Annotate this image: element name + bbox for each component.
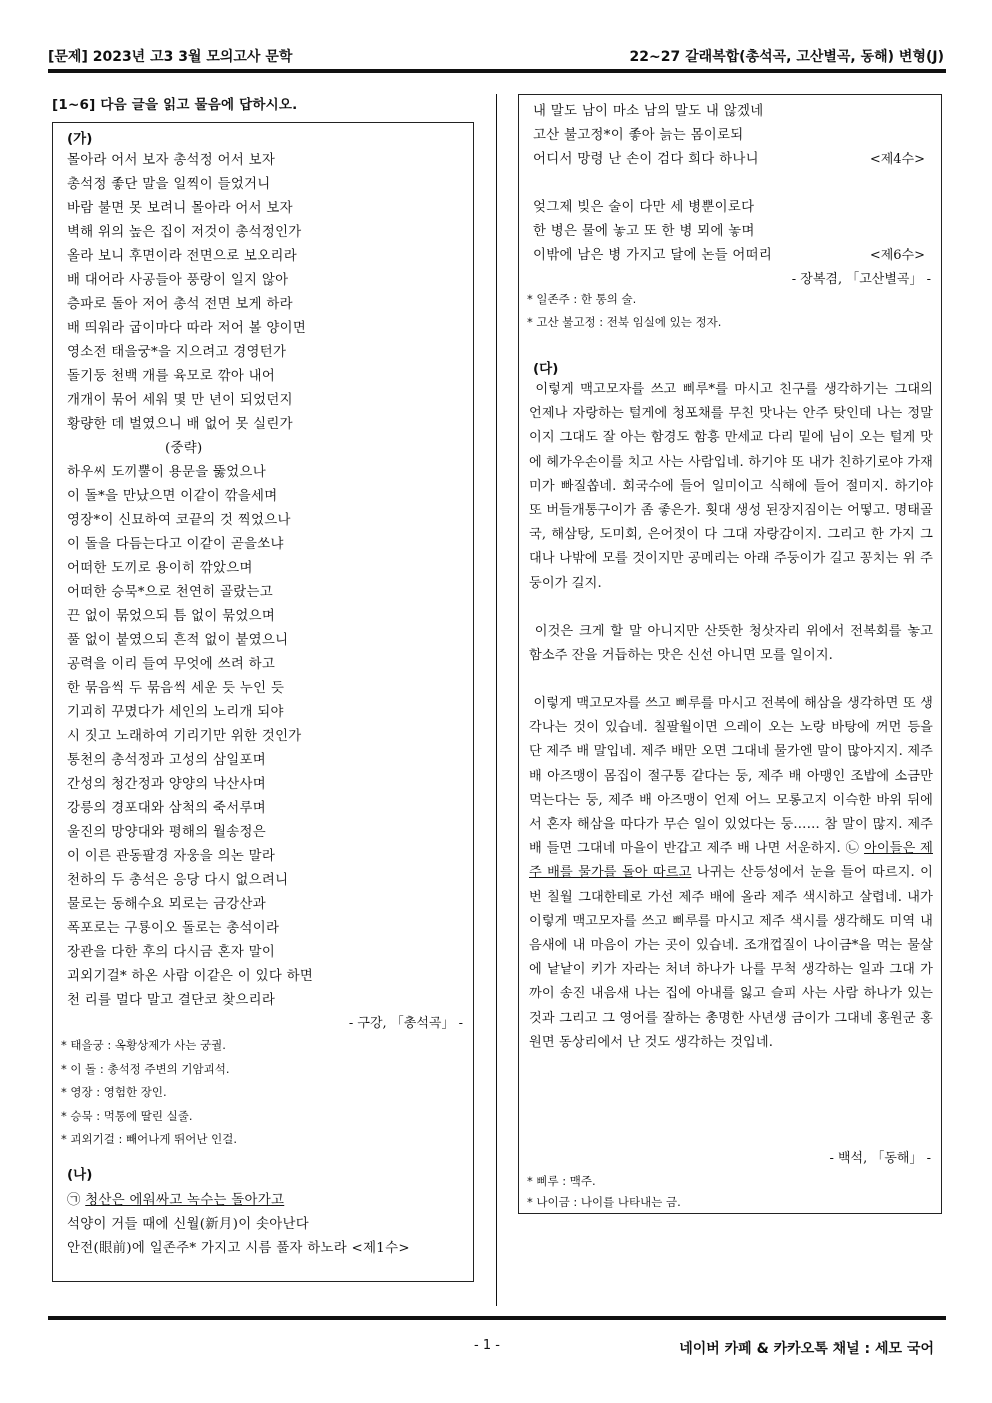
da-paragraph-2 (529, 620, 933, 668)
ga-poem-line: 천하의 두 총석은 응당 다시 없으려니 (67, 873, 289, 888)
ga-poem-line: 어떠한 도끼로 용이히 깎았으며 (67, 561, 253, 576)
ga-source: - 구강, 「총석곡」 - (348, 1016, 463, 1031)
column-divider (496, 94, 497, 1306)
na-note: * 일존주 : 한 통의 술. (527, 292, 637, 306)
na-underlined-text: 청산은 에워싸고 녹수는 돌아가고 (85, 1193, 285, 1208)
ga-poem-line: 한 묶음씩 두 묶음씩 세운 듯 누인 듯 (67, 681, 285, 696)
da-paragraph-1 (529, 378, 933, 596)
ga-note: * 승묵 : 먹통에 딸린 실줄. (61, 1108, 193, 1123)
mark-a: ㉠ (67, 1193, 81, 1208)
section-ga-label: (가) (67, 131, 93, 147)
ga-poem-line: 통천의 총석정과 고성의 삼일포며 (67, 753, 266, 768)
ga-poem-line: 이 돌*을 만났으면 이같이 깎을세며 (67, 489, 278, 504)
na-stanza-number-6: <제6수> (869, 248, 925, 263)
da-paragraph-3-text-b: 나귀는 산등성에서 눈을 들어 따르지. 이번 칠월 그대한테로 가선 제주 배에 올라 제주 색시하고 살렵네. 내가 이렇게 맥고모자를 쓰고 삐루를 마시고 제주 색시를 생각해도 미역 내음새에 내 마음이 가는 곳이 있습네. 조개껍질이 나이금*을 먹는 물살에 낱낱이 키가 자라는 처녀 하나가 나를 무척 생각하는 일과 그대 가까이 송진 내음새 나는 집에 아내를 잃고 슬피 사는 사람 하나가 있는 것과 그리고 그 영어를 잘하는 총명한 사년생 금이가 그대네 홍원군 홍원면 동상리에서 난 것도 생각하는 것입네. (529, 865, 933, 1050)
da-note: * 나이금 : 나이를 나타내는 금. (527, 1195, 681, 1209)
header-subtitle: 22~27 갈래복합(총석곡, 고산별곡, 동해) 변형(J) (629, 49, 944, 65)
question-instruction: [1~6] 다음 글을 읽고 물음에 답하시오. (52, 97, 298, 113)
ga-poem-line: 폭포로는 구룡이오 돌로는 총석이라 (67, 921, 280, 936)
ga-poem-line: 간성의 청간정과 양양의 낙산사며 (67, 777, 266, 792)
ga-note: * 영장 : 영험한 장인. (61, 1085, 167, 1099)
ga-poem-line: (중략) (165, 441, 203, 456)
ga-poem-line: 바람 불면 못 보려니 몰아라 어서 보자 (67, 201, 293, 216)
da-paragraph-2-text: 이것은 크게 할 말 아니지만 산뜻한 청삿자리 위에서 전복회를 놓고 함소주 잔을 거듭하는 맛은 신선 아니면 모를 일이지. (529, 624, 933, 664)
ga-poem-line: 몰아라 어서 보자 총석정 어서 보자 (67, 153, 276, 168)
ga-poem-line: 황량한 데 벌였으니 배 없어 못 실린가 (67, 417, 293, 432)
ga-poem-line: 배 띄워라 굽이마다 따라 저어 볼 양이면 (67, 321, 307, 336)
na-line-2: 석양이 거들 때에 신월(新月)이 솟아난다 (67, 1217, 309, 1232)
mark-b: ㉡ (845, 841, 860, 857)
ga-poem-line: 이 돌을 다듬는다고 이같이 곧을쏘냐 (67, 537, 284, 552)
header-rule (48, 69, 946, 73)
ga-poem-line: 개개이 묶어 세워 몇 만 년이 되었던지 (67, 393, 293, 408)
na-poem-line: 어디서 망령 난 손이 검다 희다 하나니 (533, 152, 759, 167)
ga-poem-line: 돌기둥 천백 개를 육모로 깎아 내어 (67, 369, 276, 384)
na-poem-line: 엊그제 빚은 술이 다만 세 병뿐이로다 (533, 200, 755, 215)
na-stanza-number-1: <제1수> (351, 1241, 410, 1256)
ga-poem-line: 층파로 돌아 저어 총석 전면 보게 하라 (67, 297, 293, 312)
ga-poem-line: 영소전 태을궁*을 지으려고 경영턴가 (67, 345, 287, 360)
section-na-label: (나) (67, 1167, 93, 1183)
na-poem-line: 한 병은 물에 놓고 또 한 병 뫼에 놓며 (533, 224, 755, 239)
na-source: - 장복겸, 「고산별곡」 - (791, 272, 931, 287)
ga-poem-line: 기괴히 꾸몄다가 세인의 노리개 되야 (67, 705, 284, 720)
ga-poem-line: 울진의 망양대와 평해의 월송정은 (67, 825, 266, 840)
ga-poem-line: 하우씨 도끼뿔이 용문을 뚫었으나 (67, 465, 266, 480)
na-line-3 (67, 1237, 410, 1256)
ga-poem-line: 풀 없이 붙였으되 흔적 없이 붙였으니 (67, 633, 289, 648)
na-poem-line: 내 말도 남이 마소 남의 말도 내 않겠네 (533, 104, 764, 119)
ga-poem-line: 끈 없이 묶었으되 틈 없이 묶었으며 (67, 609, 276, 624)
na-note: * 고산 불고정 : 전북 임실에 있는 정자. (527, 315, 722, 329)
na-poem-line: 고산 불고정*이 좋아 늙는 몸이로되 (533, 128, 744, 143)
ga-poem-line: 벽해 위의 높은 집이 저것이 총석정인가 (67, 225, 302, 240)
header-title: [문제] 2023년 고3 3월 모의고사 문학 (48, 49, 293, 65)
ga-poem-line: 천 리를 멀다 말고 결단코 찾으리라 (67, 993, 276, 1008)
ga-note: * 태을궁 : 옥황상제가 사는 궁궐. (61, 1038, 226, 1052)
ga-poem-line: 괴외기걸* 하온 사람 이같은 이 있다 하면 (67, 969, 314, 984)
ga-poem-line: 배 대어라 사공들아 풍랑이 일지 않아 (67, 273, 289, 288)
ga-poem-line: 이 이른 관동팔경 자웅을 의논 말라 (67, 849, 276, 864)
section-da-label: (다) (533, 361, 559, 377)
na-stanza-number-4: <제4수> (869, 152, 925, 167)
da-source: - 백석, 「동해」 - (829, 1151, 931, 1166)
na-poem-line: 이밖에 남은 병 가지고 달에 논들 어떠리 (533, 248, 773, 263)
ga-poem-line: 총석정 좋단 말을 일찍이 들었거니 (67, 177, 271, 192)
ga-note: * 이 돌 : 총석정 주변의 기암괴석. (61, 1061, 230, 1076)
ga-poem-line: 어떠한 승묵*으로 천연히 골랐는고 (67, 585, 273, 600)
passage-box-right (518, 94, 942, 1214)
ga-poem-line: 장관을 다한 후의 다시금 혼자 말이 (67, 945, 276, 960)
da-underlined-text: 아이들은 제주 배를 물가를 돌아 따르고 (529, 841, 933, 881)
da-paragraph-3-text-a: 이렇게 맥고모자를 쓰고 삐루를 마시고 전복에 해삼을 생각하면 또 생각나는 것이 있습네. 칠팔월이면 으레이 오는 노랑 바탕에 꺼먼 등을 단 제주 배 말입네. 제주 배만 오면 그대네 물가엔 말이 많아지지. 제주 배 아즈맹이 몸집이 절구통 같다는 둥, 제주 배 아맹인 조밥에 소금만 먹는다는 둥, 제주 배 아즈맹이 언제 어느 모롱고지 이슥한 바위 뒤에서 혼자 해삼을 따다가 무슨 일이 있었다는 둥…… 참 말이 많지. 제주 배 들면 그대네 마을이 반갑고 제주 배 나면 서운하지. (529, 696, 933, 857)
page-number: - 1 - (474, 1338, 500, 1353)
ga-poem-line: 공력을 이리 들여 무엇에 쓰려 하고 (67, 657, 276, 672)
ga-poem-line: 강릉의 경포대와 삼척의 죽서루며 (67, 801, 266, 816)
da-note: * 삐루 : 맥주. (527, 1174, 596, 1188)
ga-note: * 괴외기걸 : 빼어나게 뛰어난 인걸. (61, 1132, 237, 1146)
na-line-1 (67, 1189, 284, 1208)
ga-poem-line: 영장*이 신묘하여 코끝의 것 찍었으나 (67, 513, 291, 528)
da-paragraph-1-text: 이렇게 맥고모자를 쓰고 삐루*를 마시고 친구를 생각하기는 그대의 언제나 자랑하는 털게에 청포채를 무친 맛나는 안주 탓인데 나는 정말이지 그대도 잘 아는 함경도 함흥 만세교 다리 밑에 님이 오는 털게 맛에 헤가우손이를 치고 사는 사람입네. 하기야 또 내가 친하기로야 가재미가 빠질쏩네. 회국수에 들어 일미이고 식해에 들어 절미지. 하기야 또 버들개통구이가 좀 좋은가. 횟대 생성 된장지짐이는 어떻고. 명태골국, 해삼탕, 도미회, 은어젓이 다 그대 자랑감이지. 그리고 한 가지 그대나 나밖에 모를 것이지만 공메리는 아래 주둥이가 길고 꽁치는 위 주둥이가 길지. (529, 382, 933, 591)
footer-channel: 네이버 카페 & 카카오톡 채널 : 세모 국어 (679, 1341, 934, 1357)
da-paragraph-3 (529, 692, 933, 1055)
ga-poem-line: 시 짓고 노래하여 기리기만 위한 것인가 (67, 729, 302, 744)
ga-poem-line: 올라 보니 후면이라 전면으로 보오리라 (67, 249, 297, 264)
footer-rule (48, 1316, 946, 1320)
ga-poem-line: 물로는 동해수요 뫼로는 금강산과 (67, 897, 266, 912)
na-line-3-text: 안전(眼前)에 일존주* 가지고 시름 풀자 하노라 (67, 1241, 347, 1256)
passage-box-left (52, 122, 474, 1282)
